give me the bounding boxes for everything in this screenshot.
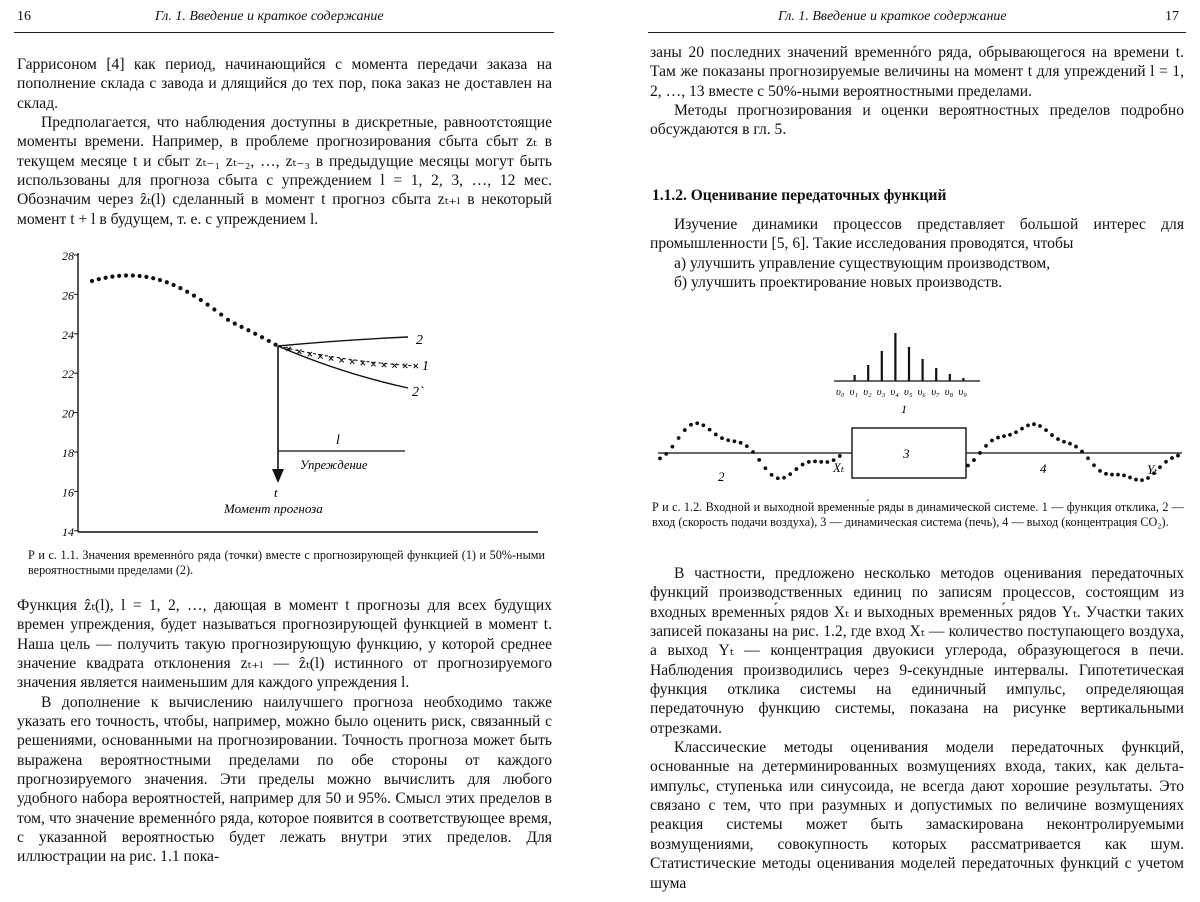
output-point bbox=[1008, 433, 1012, 437]
series-point bbox=[138, 274, 142, 278]
output-point bbox=[1116, 473, 1120, 477]
output-point bbox=[1086, 456, 1090, 460]
series-point bbox=[206, 302, 210, 306]
series-point bbox=[172, 283, 176, 287]
output-point bbox=[972, 458, 976, 462]
output-point bbox=[1170, 456, 1174, 460]
output-point bbox=[1032, 422, 1036, 426]
lower-limit-curve bbox=[278, 346, 408, 388]
output-point bbox=[990, 439, 994, 443]
right-text-intro bbox=[650, 215, 1184, 292]
output-point bbox=[1176, 454, 1180, 458]
left-text-bottom bbox=[17, 596, 552, 867]
right-page bbox=[600, 0, 1200, 902]
output-point bbox=[1104, 472, 1108, 476]
output-point bbox=[996, 436, 1000, 440]
output-point bbox=[1140, 478, 1144, 482]
y-tick-label: 14 bbox=[62, 524, 74, 539]
section-heading: 1.1.2. Оценивание передаточных функций bbox=[652, 187, 947, 204]
series-point bbox=[233, 321, 237, 325]
series-point bbox=[104, 276, 108, 280]
series-point bbox=[192, 294, 196, 298]
input-point bbox=[708, 428, 712, 432]
series-point bbox=[260, 335, 264, 339]
output-point bbox=[1080, 450, 1084, 454]
forecast-cross bbox=[403, 364, 407, 368]
impulse-label: υ₂ bbox=[863, 387, 872, 398]
curve-label-mid: 1 bbox=[422, 359, 429, 374]
output-point bbox=[1122, 474, 1126, 478]
y-tick-label: 18 bbox=[62, 446, 74, 460]
series-point bbox=[199, 298, 203, 302]
forecast-figure bbox=[40, 247, 540, 542]
paragraph: Изучение динамики процессов представляет большой интерес для промышленности [5, 6]. Такие исследования проводятся, чтобы bbox=[650, 216, 1184, 253]
paragraph: Методы прогнозирования и оценки вероятностных пределов подробно обсуждаются в гл. 5. bbox=[650, 102, 1184, 139]
input-point bbox=[751, 450, 755, 454]
input-point bbox=[757, 458, 761, 462]
page-number-right: 17 bbox=[1165, 9, 1179, 24]
input-point bbox=[733, 439, 737, 443]
forecast-cross bbox=[350, 360, 354, 364]
output-point bbox=[1128, 476, 1132, 480]
input-tag: 2 bbox=[718, 469, 725, 483]
input-point bbox=[714, 433, 718, 437]
input-point bbox=[726, 438, 730, 442]
running-head-left: Гл. 1. Введение и краткое содержание bbox=[155, 9, 384, 24]
impulse-label: υ₉ bbox=[958, 387, 967, 398]
input-point bbox=[677, 436, 681, 440]
paragraph: Функция ẑₜ(l), l = 1, 2, …, дающая в момент t прогнозы для всех будущих времен упреждения, будет называться прогнозирующей функцией в момент t. Наша цель — получить такую прогнозирующую функцию, у которой среднее значение квадрата отклонения zₜ₊ₗ — ẑₜ(l) истинного от прогнозируемого значения является наименьшим для каждого упреждения l. bbox=[17, 597, 552, 692]
input-point bbox=[776, 476, 780, 480]
series-dots bbox=[90, 273, 278, 346]
series-point bbox=[124, 273, 128, 277]
page-number-left: 16 bbox=[17, 9, 31, 24]
series-point bbox=[117, 274, 121, 278]
series-point bbox=[240, 325, 244, 329]
input-point bbox=[788, 472, 792, 476]
paragraph: заны 20 последних значений временнóго ряда, обрывающегося на времени t. Там же показаны прогнозируемые величины на момент t для упреждений l = 1, 2, …, 13 вместе с 50%-ными вероятностными пределами. bbox=[650, 44, 1184, 100]
y-axis-ticks bbox=[62, 249, 78, 539]
impulse-tag: 1 bbox=[901, 402, 907, 416]
forecast-cross bbox=[382, 363, 386, 367]
paragraph: Гаррисоном [4] как период, начинающийся с момента передачи заказа на пополнение склада с завода и длящийся до тех пор, пока заказ не доставлен на склад. bbox=[17, 56, 552, 112]
impulse-label: υ₄ bbox=[890, 387, 899, 398]
system-label: 3 bbox=[903, 446, 910, 461]
left-text-top bbox=[17, 55, 552, 229]
curve-label-lower: 2` bbox=[412, 385, 424, 400]
y-tick-label: 16 bbox=[62, 485, 74, 500]
impulse-label: υ₅ bbox=[904, 387, 913, 398]
input-point bbox=[720, 436, 724, 440]
output-point bbox=[984, 444, 988, 448]
series-point bbox=[97, 277, 101, 281]
series-point bbox=[110, 275, 114, 279]
origin-symbol: t bbox=[274, 485, 278, 500]
output-point bbox=[966, 464, 970, 468]
input-point bbox=[739, 441, 743, 445]
input-point bbox=[795, 467, 799, 471]
input-point bbox=[826, 460, 830, 464]
output-point bbox=[1044, 428, 1048, 432]
series-point bbox=[144, 275, 148, 279]
impulse-response-bars bbox=[855, 333, 964, 381]
input-point bbox=[689, 423, 693, 427]
y-tick-label: 20 bbox=[62, 406, 74, 421]
header-rule-left bbox=[14, 32, 554, 33]
forecast-cross bbox=[339, 358, 343, 362]
y-tick-label: 26 bbox=[62, 288, 74, 303]
input-point bbox=[664, 452, 668, 456]
impulse-label: υ₈ bbox=[944, 387, 954, 398]
y-tick-label: 24 bbox=[62, 327, 74, 342]
list-item-b: б) улучшить проектирование новых производств. bbox=[674, 274, 1003, 292]
output-point bbox=[1068, 442, 1072, 446]
series-point bbox=[219, 312, 223, 316]
paragraph: Предполагается, что наблюдения доступны в дискретные, равноотстоящие моменты времени. Например, в проблеме прогнозирования сбыта сбыт zₜ в текущем месяце t и сбыт zₜ₋₁ zₜ₋₂, …, zₜ₋₃ в предыдущие месяцы могут быть использованы для прогноза сбыта с упреждением l = 1, 2, 3, …, 12 мес. Обозначим через ẑₜ(l) сделанный в момент t прогноз сбыта zₜ₊ₗ в некоторый момент t + l в будущем, т. е. с упреждением l. bbox=[17, 114, 552, 228]
input-point bbox=[764, 466, 768, 470]
transfer-figure bbox=[650, 313, 1190, 483]
input-point bbox=[702, 423, 706, 427]
output-point bbox=[1038, 424, 1042, 428]
output-point bbox=[1050, 433, 1054, 437]
running-head-right: Гл. 1. Введение и краткое содержание bbox=[778, 9, 1007, 24]
series-point bbox=[131, 273, 135, 277]
impulse-label: υ₇ bbox=[931, 387, 940, 398]
input-variable: Xₜ bbox=[833, 460, 845, 475]
input-series-dots bbox=[658, 421, 842, 480]
paragraph: Классические методы оценивания модели передаточных функций, основанные на детерминированных возмущениях входа, таких, как дельта-импульс, ступенька или синусоида, не всегда дают хорошие результаты. Это связано с тем, что при разумных и допустимых по величине возмущениях реакция системы может быть замаскирована неконтролируемыми возмущениями, совокупность которых рассматривается как шум. Статистические методы оценивания моделей передаточных функций с учетом шума bbox=[650, 739, 1184, 892]
series-point bbox=[253, 332, 257, 336]
curve-label-upper: 2 bbox=[416, 333, 423, 348]
upper-limit-curve bbox=[278, 337, 408, 346]
forecast-cross bbox=[297, 349, 301, 353]
figure-caption-right: Р и с. 1.2. Входной и выходной временны́е ряды в динамической системе. 1 — функция отклика, 2 — вход (скорость подачи воздуха), 3 — динамическая система (печь), 4 — выход (концентрация CO₂). bbox=[652, 500, 1184, 529]
series-point bbox=[185, 290, 189, 294]
output-point bbox=[1098, 469, 1102, 473]
y-tick-label: 22 bbox=[62, 367, 74, 382]
output-point bbox=[1158, 465, 1162, 469]
input-point bbox=[671, 445, 675, 449]
left-page bbox=[0, 0, 580, 902]
paragraph: В частности, предложено несколько методов оценивания передаточных функций производственных единиц по записям процессов, состоящим из входных временны́х рядов Xₜ и выходных временны́х рядов Yₜ. Участки таких записей показаны на рис. 1.2, где вход Xₜ — количество поступающего воздуха, а выход Yₜ — концентрация двуокиси углерода, образующегося в печи. Наблюдения производились через 9-секундные интервалы. Гипотетическая функция отклика системы на единичный импульс, определяющая передаточную функцию системы, показана на рисунке вертикальными отрезками. bbox=[650, 565, 1184, 737]
output-point bbox=[1026, 423, 1030, 427]
output-point bbox=[1062, 440, 1066, 444]
y-tick-label: 28 bbox=[62, 249, 74, 263]
series-point bbox=[151, 276, 155, 280]
forecast-function-curve bbox=[278, 346, 416, 366]
series-point bbox=[226, 318, 230, 322]
impulse-label: υ₀ bbox=[836, 387, 845, 398]
paragraph: В дополнение к вычислению наилучшего прогноза необходимо также указать его точность, чтобы, например, можно было оценить риск, связанный с решениями, основанными на прогнозировании. Точность прогноза может быть выражена вероятностными пределами по обе стороны от каждого прогнозируемого значения. Эти пределы можно вычислить для любого удобного набора вероятностей, например для 50 и 95%. Смысл этих пределов в том, что значение временнóго ряда, которое появится в соответствующее время, с указанной вероятностью будет лежать внутри этих пределов. Для иллюстрации на рис. 1.1 пока- bbox=[17, 693, 552, 866]
output-point bbox=[1074, 445, 1078, 449]
input-point bbox=[807, 460, 811, 464]
series-point bbox=[246, 328, 250, 332]
series-point bbox=[274, 343, 278, 347]
right-text-bottom bbox=[650, 564, 1184, 893]
output-point bbox=[1092, 463, 1096, 467]
series-point bbox=[212, 307, 216, 311]
lead-symbol: l bbox=[336, 433, 340, 448]
output-point bbox=[1164, 460, 1168, 464]
figure-caption-left: Р и с. 1.1. Значения временнóго ряда (точки) вместе с прогнозирующей функцией (1) и 50%-ными вероятностными пределами (2). bbox=[28, 548, 545, 577]
forecast-cross bbox=[414, 364, 418, 368]
forecast-cross bbox=[392, 363, 396, 367]
right-text-top bbox=[650, 43, 1184, 140]
series-point bbox=[90, 279, 94, 283]
output-tag: 4 bbox=[1040, 461, 1047, 476]
origin-word: Момент прогноза bbox=[224, 501, 323, 516]
input-point bbox=[782, 476, 786, 480]
impulse-label: υ₁ bbox=[849, 387, 859, 398]
output-variable: Yₜ bbox=[1147, 462, 1158, 477]
input-point bbox=[813, 459, 817, 463]
arrowhead-icon bbox=[272, 469, 284, 483]
input-point bbox=[801, 463, 805, 467]
output-point bbox=[1014, 430, 1018, 434]
series-point bbox=[178, 286, 182, 290]
output-point bbox=[1002, 434, 1006, 438]
input-point bbox=[658, 456, 662, 460]
series-point bbox=[267, 339, 271, 343]
input-point bbox=[770, 473, 774, 477]
output-point bbox=[978, 451, 982, 455]
impulse-response-labels bbox=[836, 387, 967, 398]
input-point bbox=[819, 460, 823, 464]
impulse-label: υ₃ bbox=[876, 387, 886, 398]
input-point bbox=[745, 444, 749, 448]
input-point bbox=[695, 421, 699, 425]
input-point bbox=[838, 454, 842, 458]
output-point bbox=[1020, 427, 1024, 431]
output-point bbox=[1056, 437, 1060, 441]
input-point bbox=[683, 428, 687, 432]
series-point bbox=[165, 280, 169, 284]
output-point bbox=[1134, 478, 1138, 482]
header-rule-right bbox=[648, 32, 1186, 33]
impulse-label: υ₆ bbox=[917, 387, 927, 398]
series-point bbox=[158, 278, 162, 282]
lead-word: Упреждение bbox=[300, 458, 368, 472]
output-point bbox=[1110, 473, 1114, 477]
list-item-a: а) улучшить управление существующим производством, bbox=[674, 254, 1051, 272]
